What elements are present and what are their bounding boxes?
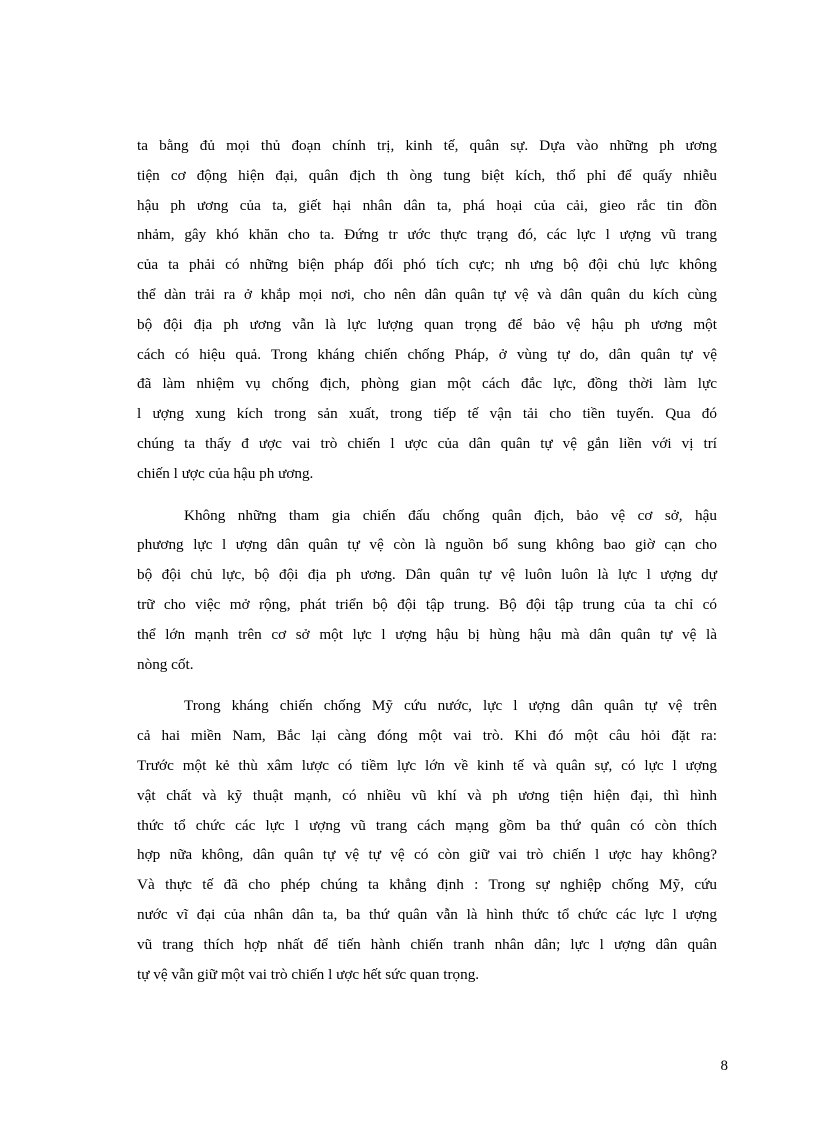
text-line: nhảm, gây khó khăn cho ta. Đứng tr ước thực trạng đó, các lực l ượng vũ trang	[137, 226, 717, 244]
text-line: Không những tham gia chiến đấu chống quân địch, bảo vệ cơ sở, hậu	[184, 506, 717, 524]
text-line: Và thực tế đã cho phép chúng ta khẳng định : Trong sự nghiệp chống Mỹ, cứu	[137, 876, 717, 894]
text-line: hợp nữa không, dân quân tự vệ tự vệ có còn giữ vai trò chiến l ược hay không?	[137, 846, 717, 864]
text-line: vật chất và kỹ thuật mạnh, có nhiều vũ khí và ph ương tiện hiện đại, thì hình	[137, 786, 717, 804]
text-line: ta bằng đủ mọi thủ đoạn chính trị, kinh tế, quân sự. Dựa vào những ph ương	[137, 137, 717, 154]
paragraph-2	[137, 501, 717, 680]
body-text	[137, 131, 717, 989]
text-line: cách có hiệu quả. Trong kháng chiến chống Pháp, ở vùng tự do, dân quân tự vệ	[137, 345, 717, 363]
text-line: nước vĩ đại của nhân dân ta, ba thứ quân vẫn là hình thức tổ chức các lực l ượng	[137, 905, 717, 923]
text-line: Trước một kẻ thù xâm lược có tiềm lực lớn về kinh tế và quân sự, có lực l ượng	[137, 756, 717, 774]
text-line: bộ đội chủ lực, bộ đội địa ph ương. Dân quân tự vệ luôn luôn là lực l ượng dự	[137, 566, 717, 584]
text-line: vũ trang thích hợp nhất để tiến hành chiến tranh nhân dân; lực l ượng dân quân	[137, 935, 717, 953]
text-line: l ượng xung kích trong sản xuất, trong tiếp tế vận tải cho tiền tuyến. Qua đó	[137, 405, 717, 423]
text-line: phương lực l ượng dân quân tự vệ còn là nguồn bổ sung không bao giờ cạn cho	[137, 536, 717, 554]
text-line: của ta phải có những biện pháp đối phó tích cực; nh ưng bộ đội chủ lực không	[137, 256, 717, 274]
text-line: cả hai miền Nam, Bắc lại càng đóng một vai trò. Khi đó một câu hỏi đặt ra:	[137, 727, 717, 745]
text-line: Trong kháng chiến chống Mỹ cứu nước, lực l ượng dân quân tự vệ trên	[184, 697, 717, 715]
text-line: chúng ta thấy đ ược vai trò chiến l ược của dân quân tự vệ gắn liền với vị trí	[137, 434, 717, 452]
text-line: chiến l ược của hậu ph ương.	[137, 464, 314, 482]
text-line: trữ cho việc mở rộng, phát triển bộ đội tập trung. Bộ đội tập trung của ta chỉ có	[137, 595, 717, 613]
text-line: hậu ph ương của ta, giết hại nhân dân ta, phá hoại của cải, gieo rắc tin đồn	[137, 196, 717, 214]
text-line: nòng cốt.	[137, 655, 194, 673]
text-line: tiện cơ động hiện đại, quân địch th òng tung biệt kích, thổ phỉ để quấy nhiễu	[137, 166, 717, 184]
paragraph-1	[137, 131, 717, 489]
page-number: 8	[720, 1058, 728, 1074]
text-line: bộ đội địa ph ương vẫn là lực lượng quan trọng để bảo vệ hậu ph ương một	[137, 315, 717, 333]
text-line: tự vệ vẫn giữ một vai trò chiến l ược hết sức quan trọng.	[137, 965, 480, 983]
text-line: thể dàn trải ra ở khắp mọi nơi, cho nên dân quân tự vệ và dân quân du kích cùng	[137, 285, 717, 303]
text-line: thể lớn mạnh trên cơ sở một lực l ượng hậu bị hùng hậu mà dân quân tự vệ là	[137, 625, 717, 643]
text-line: đã làm nhiệm vụ chống địch, phòng gian một cách đắc lực, đồng thời làm lực	[137, 375, 717, 393]
text-line: thức tổ chức các lực l ượng vũ trang cách mạng gồm ba thứ quân có còn thích	[137, 816, 717, 834]
paragraph-3	[137, 691, 717, 989]
